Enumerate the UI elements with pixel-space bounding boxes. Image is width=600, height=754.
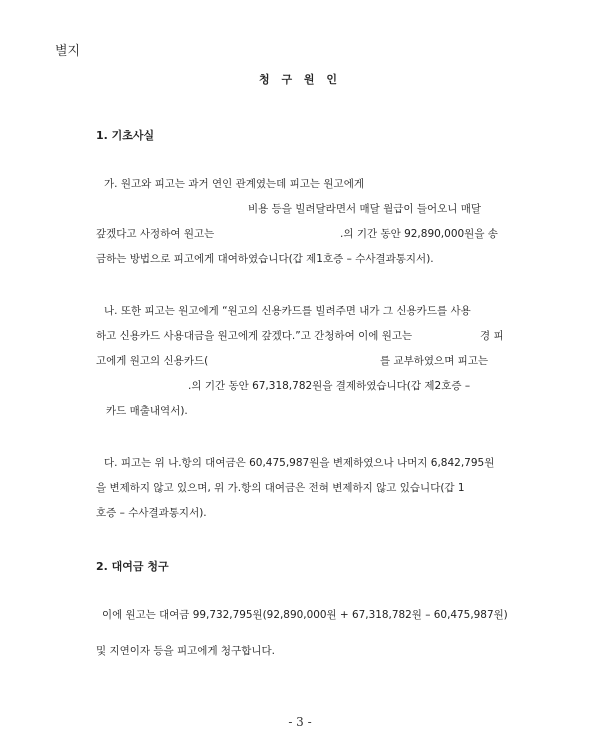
para-na-line-2a: 하고 신용카드 사용대금을 원고에게 갚겠다.”고 간청하여 이에 원고는 bbox=[96, 330, 413, 342]
para-na-line-1: 나. 또한 피고는 원고에게 “원고의 신용카드를 빌려주면 내가 그 신용카드를 사용 bbox=[104, 305, 471, 317]
para-na-line-2b: 경 피 bbox=[480, 330, 504, 342]
para-na-line-5: 카드 매출내역서). bbox=[106, 405, 188, 417]
page-number: - 3 - bbox=[288, 715, 312, 729]
section-heading-loan-claim: 2. 대여금 청구 bbox=[96, 560, 169, 573]
para-da-line-3: 호증 – 수사결과통지서). bbox=[96, 507, 207, 519]
para-da-line-1: 다. 피고는 위 나.항의 대여금은 60,475,987원을 변제하였으나 나머지 6,842,795원 bbox=[104, 457, 495, 469]
para-ga-line-4: 금하는 방법으로 피고에게 대여하였습니다(갑 제1호증 – 수사결과통지서). bbox=[96, 253, 434, 265]
section-heading-basic-facts: 1. 기초사실 bbox=[96, 129, 155, 142]
annex-label: 별지 bbox=[55, 44, 81, 59]
para-ga-line-1: 가. 원고와 피고는 과거 연인 관계였는데 피고는 원고에게 bbox=[104, 178, 364, 190]
claim-line-1: 이에 원고는 대여금 99,732,795원(92,890,000원 + 67,318,782원 – 60,475,987원) bbox=[102, 609, 508, 621]
claim-line-2: 및 지연이자 등을 피고에게 청구합니다. bbox=[96, 645, 275, 657]
para-na-line-4: .의 기간 동안 67,318,782원을 결제하였습니다(갑 제2호증 – bbox=[188, 380, 471, 392]
para-ga-line-2: 비용 등을 빌려달라면서 매달 월급이 들어오니 매달 bbox=[248, 203, 482, 215]
document-title: 청 구 원 인 bbox=[259, 73, 341, 86]
para-ga-line-3b: .의 기간 동안 92,890,000원을 송 bbox=[340, 228, 498, 240]
para-na-line-3a: 고에게 원고의 신용카드( bbox=[96, 355, 209, 367]
para-ga-line-3a: 갚겠다고 사정하여 원고는 bbox=[96, 228, 215, 240]
para-na-line-3b: 를 교부하였으며 피고는 bbox=[380, 355, 489, 367]
para-da-line-2: 을 변제하지 않고 있으며, 위 가.항의 대여금은 전혀 변제하지 않고 있습니다(갑 1 bbox=[96, 482, 465, 494]
